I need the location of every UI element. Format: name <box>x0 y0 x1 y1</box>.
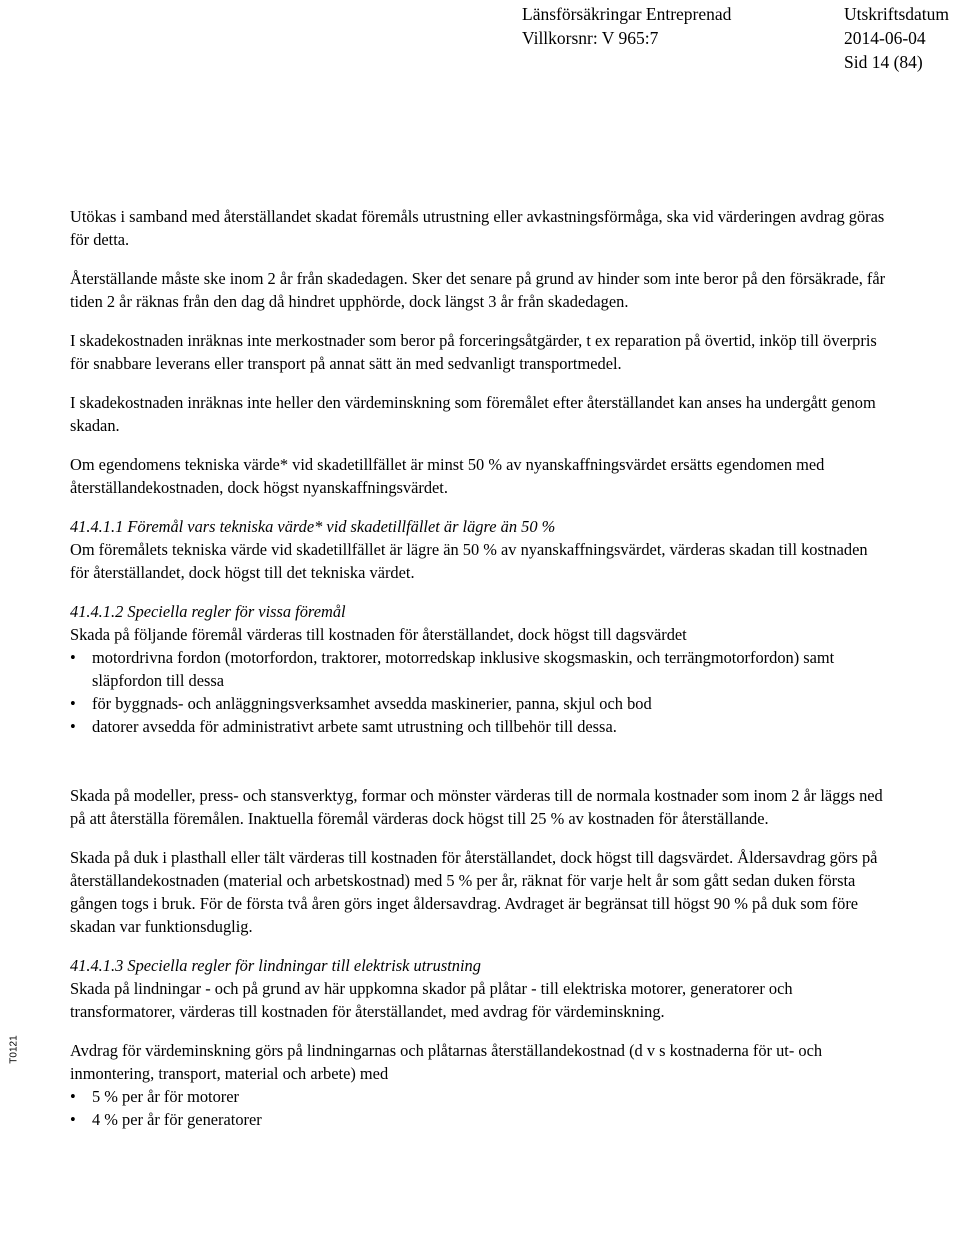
document-body <box>70 205 890 1131</box>
company-name: Länsförsäkringar Entreprenad <box>522 4 732 24</box>
list-item: • för byggnads- och anläggningsverksamhet avsedda maskinerier, panna, skjul och bod <box>70 692 890 715</box>
list-item: • 4 % per år för generatorer <box>70 1108 890 1131</box>
paragraph-winding-deduction: Avdrag för värdeminskning görs på lindningarnas och plåtarnas återställandekostnad (d v s kostnaderna för ut- och inmontering, transport, material och arbete) med <box>70 1041 823 1083</box>
terms-number: Villkorsnr: V 965:7 <box>522 28 659 48</box>
paragraph-upgrade-deduction: Utökas i samband med återställandet skadat föremåls utrustning eller avkastningsförmåga, ska vid värderingen avdrag göras för detta. <box>70 207 885 249</box>
page-header <box>522 2 949 74</box>
section-intro-41-4-1-2: Skada på följande föremål värderas till kostnaden för återställandet, dock högst till dagsvärdet <box>70 625 687 644</box>
paragraph-depreciation: I skadekostnaden inräknas inte heller den värdeminskning som föremålet efter återställandet kan anses ha undergått genom skadan. <box>70 393 876 435</box>
section-heading-41-4-1-1: 41.4.1.1 Föremål vars tekniska värde* vid skadetillfället är lägre än 50 % <box>70 517 556 536</box>
paragraph-plastic-hall-cloth: Skada på duk i plasthall eller tält värderas till kostnaden för återställandet, dock högst till dagsvärdet. Åldersavdrag görs på återställandekostnaden (material och arbetskostnad) med 5 % per år, räknat för varje helt år som gått sedan duken första gången togs i bruk. För de första två åren görs inget åldersavdrag. Avdraget är begränsat till högst 90 % på duk som före skadan var funktionsduglig. <box>70 848 878 936</box>
list-item: • motordrivna fordon (motorfordon, traktorer, motorredskap inklusive skogsmaskin, och terrängmotorfordon) samt släpfordon till dessa <box>70 646 890 692</box>
print-date-label: Utskriftsdatum <box>844 4 949 24</box>
list-item: • 5 % per år för motorer <box>70 1085 890 1108</box>
section-body-41-4-1-3: Skada på lindningar - och på grund av här uppkomna skador på plåtar - till elektriska motorer, generatorer och transformatorer, värderas till kostnaden för återställandet, med avdrag för värdeminskning. <box>70 979 793 1021</box>
paragraph-models-tools: Skada på modeller, press- och stansverktyg, formar och mönster värderas till de normala kostnader som inom 2 år läggs ned på att återställa föremålen. Inaktuella föremål värderas dock högst till 25 % av kostnaden för återställande. <box>70 786 883 828</box>
header-right <box>844 2 949 74</box>
side-document-code: T0121 <box>8 1035 20 1064</box>
paragraph-extra-costs: I skadekostnaden inräknas inte merkostnader som beror på forceringsåtgärder, t ex reparation på övertid, inköp till överpris för snabbare leverans eller transport på annat sätt än med sedvanligt transportmedel. <box>70 331 877 373</box>
bullet-list-special-items <box>70 646 890 738</box>
paragraph-technical-value: Om egendomens tekniska värde* vid skadetillfället är minst 50 % av nyanskaffningsvärdet ersätts egendomen med återställandekostnaden, dock högst nyanskaffningsvärdet. <box>70 455 825 497</box>
list-item: • datorer avsedda för administrativt arbete samt utrustning och tillbehör till dessa. <box>70 715 890 738</box>
section-heading-41-4-1-2: 41.4.1.2 Speciella regler för vissa föremål <box>70 602 346 621</box>
header-left <box>522 2 842 50</box>
section-body-41-4-1-1: Om föremålets tekniska värde vid skadetillfället är lägre än 50 % av nyanskaffningsvärdet, värderas skadan till kostnaden för återställandet, dock högst till det tekniska värdet. <box>70 540 868 582</box>
page-number: Sid 14 (84) <box>844 52 923 72</box>
section-heading-41-4-1-3: 41.4.1.3 Speciella regler för lindningar till elektrisk utrustning <box>70 956 481 975</box>
paragraph-restoration-time: Återställande måste ske inom 2 år från skadedagen. Sker det senare på grund av hinder som inte beror på den försäkrade, får tiden 2 år räknas från den dag då hindret upphörde, dock längst 3 år från skadedagen. <box>70 269 886 311</box>
print-date: 2014-06-04 <box>844 28 926 48</box>
bullet-list-deduction-rates <box>70 1085 890 1131</box>
